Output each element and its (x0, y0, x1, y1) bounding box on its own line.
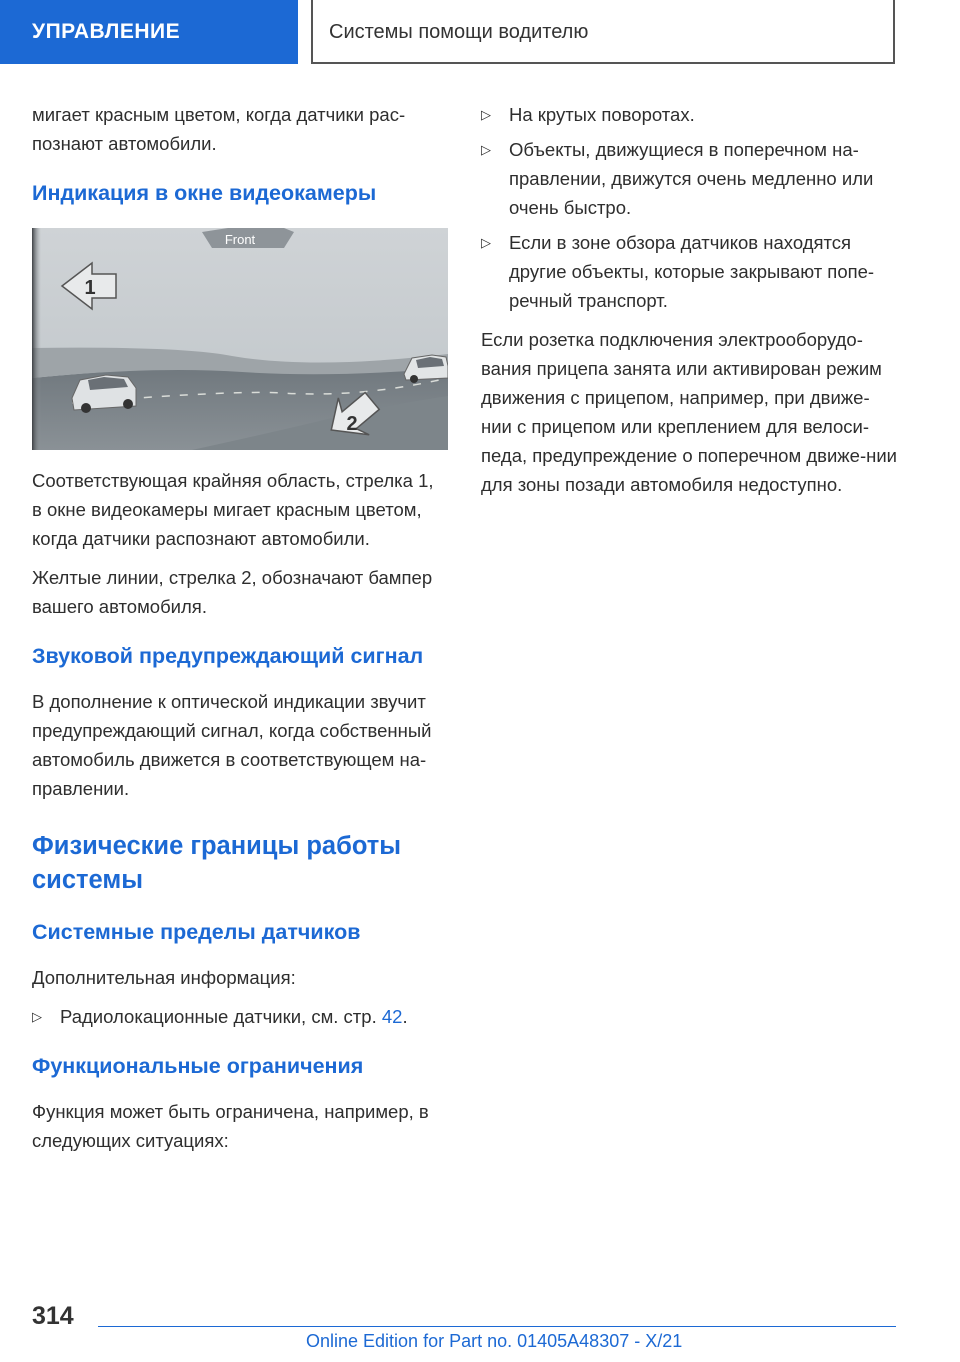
camera-view-figure (32, 228, 448, 450)
sensor-paragraph: Дополнительная информация: (32, 967, 296, 988)
list-item (481, 135, 897, 222)
sound-paragraph: В дополнение к оптической индикации звучит предупреждающий сигнал, когда собственный автомобиль движется в соответствующем на-правлении. (32, 691, 432, 799)
triangle-bullet-icon: ▷ (32, 1009, 42, 1024)
triangle-bullet-icon: ▷ (481, 235, 491, 250)
sensor-item-end: . (402, 1006, 408, 1027)
front-label: Front (224, 232, 256, 247)
sensor-list (32, 1002, 448, 1031)
arrow-2-label: 2 (346, 413, 358, 435)
list-item (481, 100, 897, 129)
chapter-title: Системы помощи водителю (311, 0, 895, 64)
camera-heading: Индикация в окне видеокамеры (32, 181, 377, 205)
left-column (32, 100, 448, 1165)
bullet-text: Объекты, движущиеся в поперечном на-правлении, движутся очень медленно или очень быстро. (509, 139, 874, 218)
func-paragraph: Функция может быть ограничена, например, в следующих ситуациях: (32, 1101, 429, 1151)
intro-paragraph: мигает красным цветом, когда датчики рас-познают автомобили. (32, 104, 406, 154)
footer-edition: Online Edition for Part no. 01405A48307 - X/21 (306, 1331, 683, 1351)
triangle-bullet-icon: ▷ (481, 107, 491, 122)
list-item (32, 1002, 448, 1031)
func-heading: Функциональные ограничения (32, 1054, 364, 1078)
bullet-text: Если в зоне обзора датчиков находятся другие объекты, которые закрывают попе-речный транспорт. (509, 232, 875, 311)
sensor-item-text: Радиолокационные датчики, см. стр. (60, 1006, 382, 1027)
trailer-paragraph: Если розетка подключения электрооборудо-вания прицепа занята или активирован режим движения с прицепом, например, при движе-нии с прицепом или креплением для велоси-педа, предупреждение о поперечном движе-нии для зоны позади автомобиля недоступно. (481, 329, 897, 495)
page-number: 314 (32, 1302, 74, 1330)
footer-divider (98, 1326, 896, 1327)
car-left-icon (72, 375, 136, 413)
list-item (481, 228, 897, 315)
camera-paragraph-1: Соответствующая крайняя область, стрелка 1, в окне видеокамеры мигает красным цветом, когда датчики распознают автомобили. (32, 470, 434, 549)
page-link[interactable]: 42 (381, 1006, 403, 1027)
right-column (481, 100, 897, 509)
camera-paragraph-2: Желтые линии, стрелка 2, обозначают бампер вашего автомобиля. (32, 567, 433, 617)
sound-heading: Звуковой предупреждающий сигнал (32, 644, 424, 668)
sensor-heading: Системные пределы датчиков (32, 920, 361, 944)
bullet-text: На крутых поворотах. (509, 104, 695, 125)
limits-heading: Физические границы работы системы (32, 832, 402, 894)
triangle-bullet-icon: ▷ (481, 142, 491, 157)
section-tab[interactable]: УПРАВЛЕНИЕ (0, 0, 298, 64)
situations-list (481, 100, 897, 315)
arrow-1-label: 1 (84, 277, 96, 299)
